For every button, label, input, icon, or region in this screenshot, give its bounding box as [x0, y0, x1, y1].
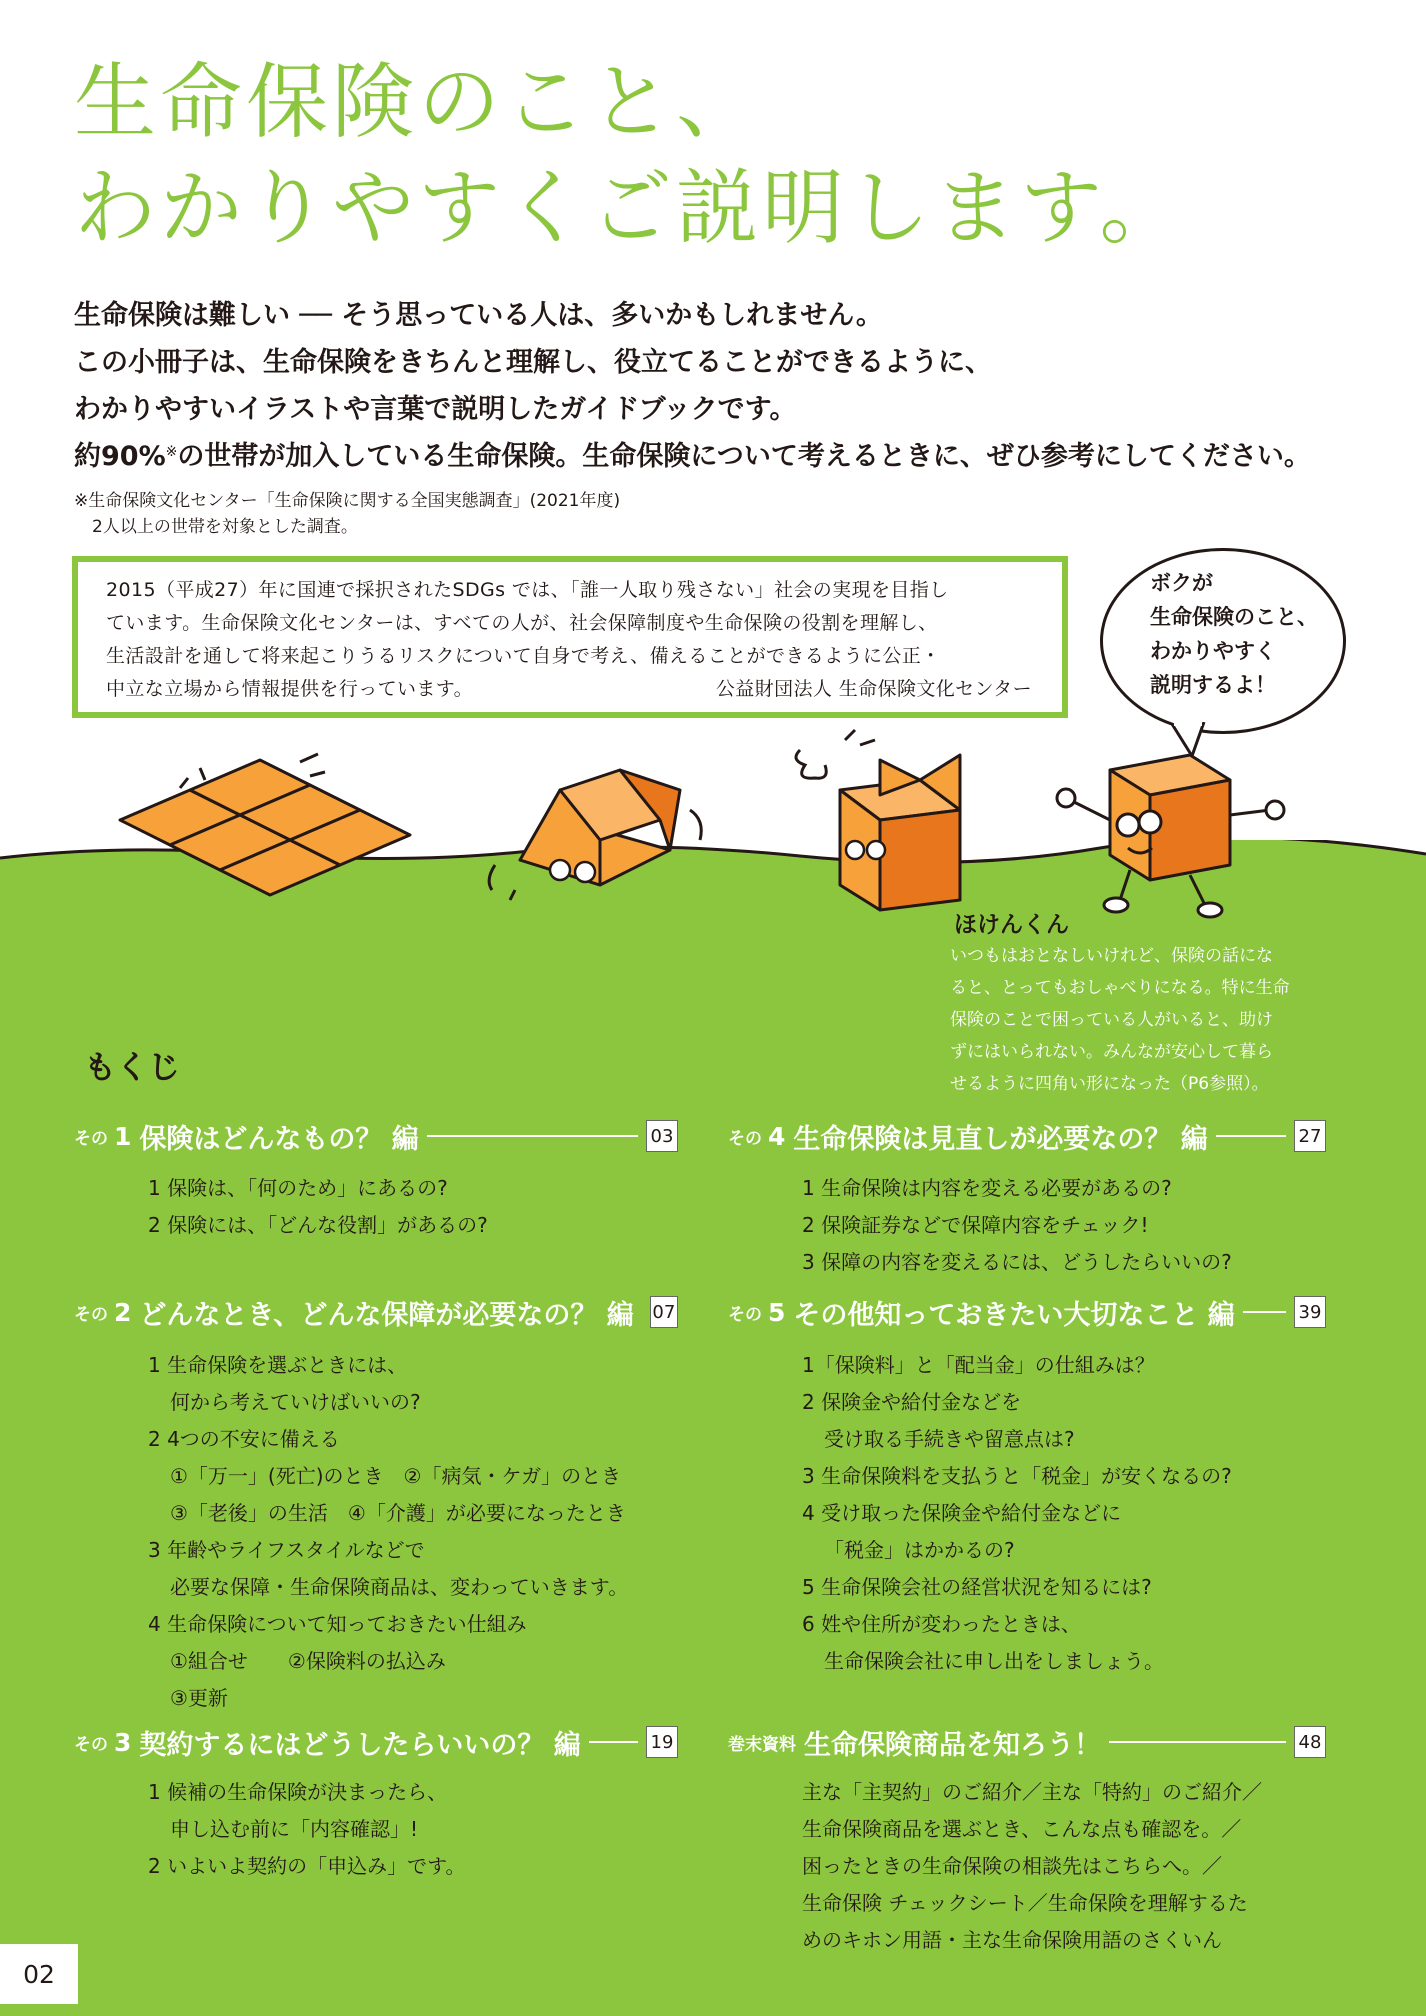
toc-item[interactable]: 2 保険証券などで保障内容をチェック! — [802, 1213, 1149, 1237]
page-number: 02 — [0, 1944, 78, 2004]
footnote-line-1: ※生命保険文化センター「生命保険に関する全国実態調査」(2021年度) — [74, 491, 621, 511]
section-page: 39 — [1294, 1296, 1326, 1328]
section-prefix: その — [74, 1734, 108, 1755]
toc-item[interactable]: ①「万一」(死亡)のとき ②「病気・ケガ」のとき — [170, 1464, 622, 1488]
toc-section-4[interactable] — [728, 1118, 1326, 1154]
character-desc-line-1: いつもはおとなしいけれど、保険の話にな — [950, 946, 1273, 966]
bubble-line-2: 生命保険のこと、 — [1150, 605, 1318, 629]
toc-item[interactable]: ①組合せ ②保険料の払込み — [170, 1649, 446, 1673]
page-title — [74, 50, 1185, 262]
toc-item[interactable]: 2 保険には、「どんな役割」があるの? — [148, 1213, 488, 1237]
character-desc-line-2: ると、とってもおしゃべりになる。特に生命 — [950, 978, 1290, 998]
toc-item[interactable]: 3 保障の内容を変えるには、どうしたらいいの? — [802, 1250, 1232, 1274]
section-rule — [589, 1741, 638, 1743]
appendix-prefix: 巻末資料 — [728, 1734, 796, 1755]
section-title: 契約するにはどうしたらいいの？ 編 — [139, 1729, 581, 1761]
footnote-mark: ※ — [165, 444, 178, 460]
section-number: 4 — [768, 1121, 786, 1151]
sdgs-box — [72, 556, 1068, 718]
character-name: ほけんくん — [954, 912, 1069, 938]
toc-item[interactable]: 1「保険料」と「配当金」の仕組みは？ — [802, 1353, 1155, 1377]
character-desc-line-5: せるように四角い形になった（P6参照）。 — [950, 1074, 1269, 1094]
folding-box-illustration — [520, 770, 680, 885]
toc-item[interactable]: 主な「主契約」のご紹介／主な「特約」のご紹介／ — [802, 1780, 1262, 1804]
sdgs-line-1: 2015（平成27）年に国連で採択されたSDGs では、「誰一人取り残さない」社会の実現を目指し — [106, 579, 949, 601]
title-line-1: 生命保険のこと、 — [74, 55, 763, 150]
section-page: 19 — [646, 1726, 678, 1758]
toc-item[interactable]: 4 生命保険について知っておきたい仕組み — [148, 1612, 527, 1636]
toc-item[interactable]: 必要な保障・生命保険商品は、変わっていきます。 — [170, 1575, 629, 1599]
section-title: 生命保険は見直しが必要なの？ 編 — [793, 1123, 1208, 1155]
toc-item[interactable]: 困ったときの生命保険の相談先はこちらへ。／ — [802, 1854, 1222, 1878]
intro-line-3: わかりやすいイラストや言葉で説明したガイドブックです。 — [74, 394, 797, 425]
toc-appendix-items — [802, 1774, 1262, 1959]
toc-section-2-items — [148, 1347, 628, 1717]
intro-line-4b: の世帯が加入している生命保険。生命保険について考えるときに、ぜひ参考にしてください。 — [177, 441, 1311, 472]
section-number: 5 — [768, 1297, 786, 1327]
toc-item[interactable]: 2 保険金や給付金などを — [802, 1390, 1022, 1414]
toc-section-5-items — [802, 1347, 1232, 1680]
section-page: 48 — [1294, 1726, 1326, 1758]
intro-text — [74, 292, 1311, 480]
section-prefix: その — [74, 1304, 108, 1325]
intro-line-2: この小冊子は、生命保険をきちんと理解し、役立てることができるように、 — [74, 347, 992, 378]
footnote — [74, 488, 620, 540]
toc-item[interactable]: 1 生命保険は内容を変える必要があるの? — [802, 1176, 1172, 1200]
section-page: 07 — [650, 1296, 678, 1328]
section-page: 03 — [646, 1120, 678, 1152]
toc-item[interactable]: 「税金」はかかるの? — [824, 1538, 1015, 1562]
character-desc-line-3: 保険のことで困っている人がいると、助け — [950, 1010, 1273, 1030]
toc-item[interactable]: 5 生命保険会社の経営状況を知るには? — [802, 1575, 1152, 1599]
toc-section-2[interactable] — [74, 1294, 678, 1330]
sdgs-org: 公益財団法人 生命保険文化センター — [715, 678, 1032, 700]
appendix-title: 生命保険商品を知ろう！ — [804, 1729, 1101, 1761]
toc-section-3[interactable] — [74, 1724, 678, 1760]
section-title: 保険はどんなもの？ 編 — [139, 1123, 419, 1155]
toc-item[interactable]: 受け取る手続きや留意点は? — [824, 1427, 1075, 1451]
toc-section-3-items — [148, 1774, 465, 1885]
sdgs-line-2: ています。生命保険文化センターは、すべての人が、社会保障制度や生命保険の役割を理解し、 — [106, 612, 938, 634]
toc-heading: もくじ — [84, 1048, 181, 1086]
unfolded-box-illustration — [120, 760, 410, 895]
section-title: その他知っておきたい大切なこと 編 — [793, 1299, 1235, 1331]
bubble-line-3: わかりやすく — [1150, 639, 1276, 663]
section-number: 2 — [114, 1297, 132, 1327]
title-line-2: わかりやすくご説明します。 — [74, 161, 1186, 256]
section-rule — [427, 1135, 638, 1137]
toc-item[interactable]: ③更新 — [170, 1686, 228, 1710]
section-rule — [1243, 1311, 1286, 1313]
bubble-line-4: 説明するよ！ — [1150, 673, 1276, 697]
toc-item[interactable]: 申し込む前に「内容確認」! — [170, 1817, 419, 1841]
toc-item[interactable]: 生命保険会社に申し出をしましょう。 — [824, 1649, 1164, 1673]
toc-item[interactable]: 3 生命保険料を支払うと「税金」が安くなるの? — [802, 1464, 1232, 1488]
toc-appendix[interactable] — [728, 1724, 1326, 1760]
character-desc-line-4: ずにはいられない。みんなが安心して暮ら — [950, 1042, 1273, 1062]
toc-section-4-items — [802, 1170, 1232, 1281]
toc-item[interactable]: 4 受け取った保険金や給付金などに — [802, 1501, 1122, 1525]
intro-line-1: 生命保険は難しい ── そう思っている人は、多いかもしれません。 — [74, 300, 883, 331]
section-title: どんなとき、どんな保障が必要なの？ 編 — [139, 1299, 634, 1331]
section-number: 3 — [114, 1727, 132, 1757]
speech-bubble-text — [1150, 566, 1318, 702]
toc-item[interactable]: 1 生命保険を選ぶときには、 — [148, 1353, 408, 1377]
section-prefix: その — [728, 1304, 762, 1325]
standing-box-illustration — [840, 755, 960, 910]
section-number: 1 — [114, 1121, 132, 1151]
toc-item[interactable]: 3 年齢やライフスタイルなどで — [148, 1538, 425, 1562]
section-prefix: その — [728, 1128, 762, 1149]
toc-item[interactable]: 何から考えていけばいいの? — [170, 1390, 421, 1414]
toc-section-1[interactable] — [74, 1118, 678, 1154]
sdgs-line-4-text: 中立な立場から情報提供を行っています。 — [106, 678, 474, 700]
hokenkun-character — [1057, 755, 1284, 917]
bubble-line-1: ボクが — [1150, 571, 1213, 595]
toc-item[interactable]: 6 姓や住所が変わったときは、 — [802, 1612, 1081, 1636]
toc-item[interactable]: 生命保険 チェックシート／生命保険を理解するた — [802, 1891, 1248, 1915]
toc-item[interactable]: めのキホン用語・主な生命保険用語のさくいん — [802, 1928, 1222, 1952]
section-rule — [1109, 1741, 1286, 1743]
section-rule — [1216, 1135, 1286, 1137]
intro-line-4 — [74, 433, 1311, 480]
toc-item[interactable]: 1 候補の生命保険が決まったら、 — [148, 1780, 448, 1804]
toc-item[interactable]: 2 いよいよ契約の「申込み」です。 — [148, 1854, 466, 1878]
toc-item[interactable]: 生命保険商品を選ぶとき、こんな点も確認を。／ — [802, 1817, 1242, 1841]
toc-item[interactable]: 1 保険は、「何のため」にあるの? — [148, 1176, 448, 1200]
toc-section-5[interactable] — [728, 1294, 1326, 1330]
section-page: 27 — [1294, 1120, 1326, 1152]
sdgs-line-3: 生活設計を通して将来起こりうるリスクについて自身で考え、備えることができるように公正・ — [106, 645, 941, 667]
toc-item[interactable]: ③「老後」の生活 ④「介護」が必要になったとき — [170, 1501, 626, 1525]
toc-section-1-items — [148, 1170, 488, 1244]
character-description — [950, 940, 1338, 1100]
section-prefix: その — [74, 1128, 108, 1149]
intro-line-4a: 約90% — [74, 441, 166, 472]
footnote-line-2: 2人以上の世帯を対象とした調査。 — [92, 517, 358, 537]
toc-item[interactable]: 2 4つの不安に備える — [148, 1427, 340, 1451]
